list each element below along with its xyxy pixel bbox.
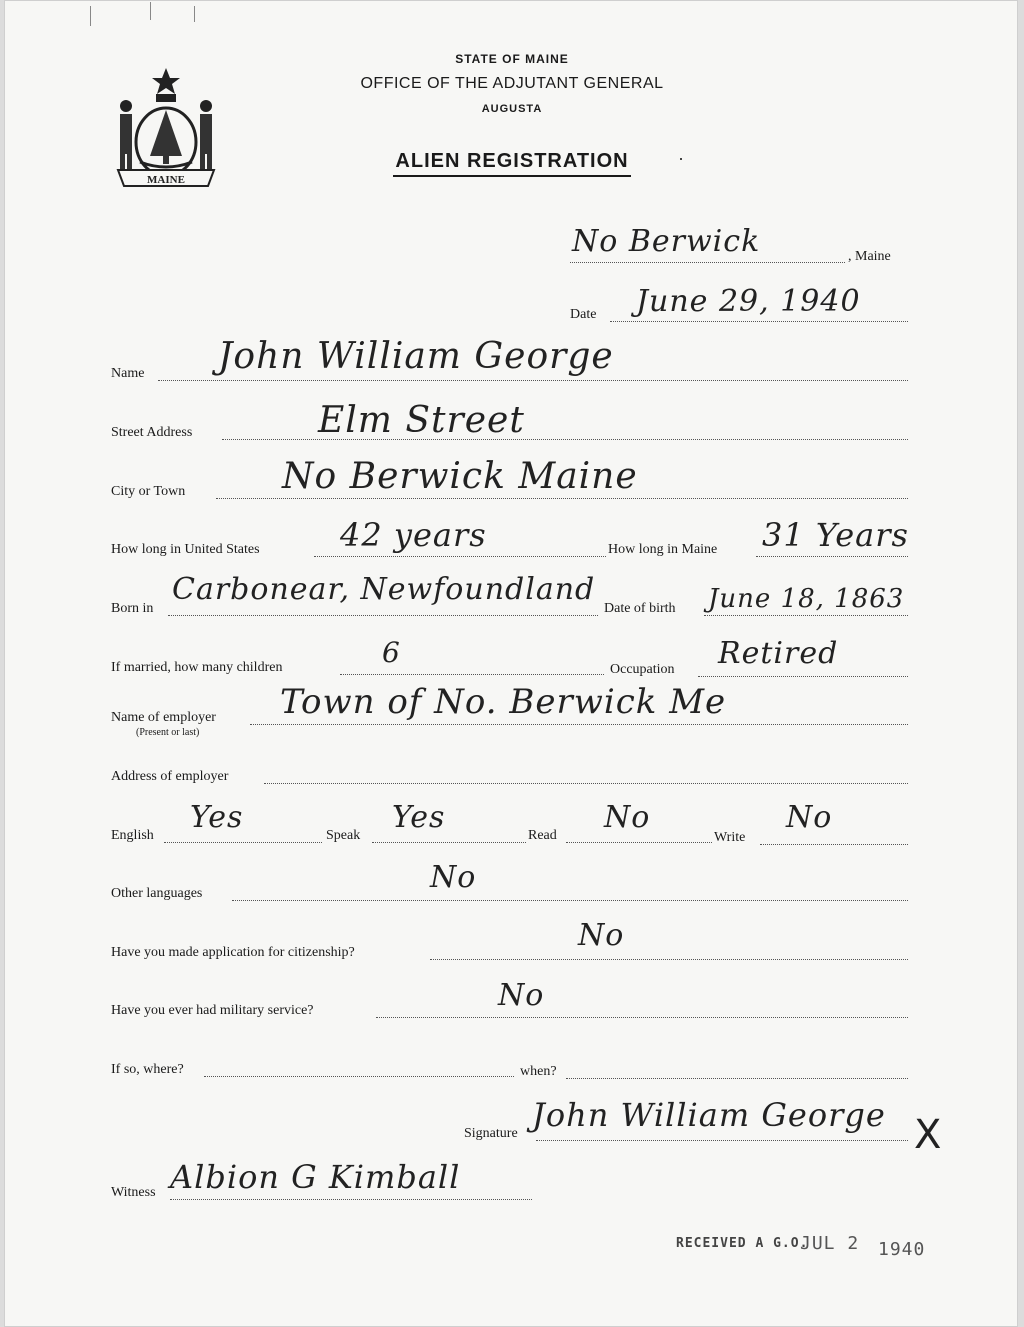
read-value: No bbox=[604, 800, 651, 835]
signature-line bbox=[536, 1140, 908, 1141]
other-languages-line bbox=[232, 900, 908, 901]
other-languages-value: No bbox=[430, 860, 477, 895]
date-label: Date bbox=[570, 307, 597, 322]
occupation-value: Retired bbox=[718, 636, 839, 671]
ink-speck bbox=[680, 158, 682, 160]
children-label: If married, how many children bbox=[111, 660, 283, 675]
english-value: Yes bbox=[190, 800, 244, 835]
speak-value: Yes bbox=[392, 800, 446, 835]
date-value: June 29, 1940 bbox=[636, 284, 861, 319]
paper-edge-mark bbox=[90, 6, 91, 26]
received-stamp-date: JUL 2 bbox=[800, 1233, 860, 1254]
employer-address-line bbox=[264, 783, 908, 784]
citizenship-value: No bbox=[578, 918, 625, 953]
read-line bbox=[566, 842, 712, 843]
street-label: Street Address bbox=[111, 425, 193, 440]
date-line bbox=[610, 321, 908, 322]
us-duration-value: 42 years bbox=[340, 516, 487, 554]
other-languages-label: Other languages bbox=[111, 886, 203, 901]
name-line bbox=[158, 380, 908, 381]
employer-address-label: Address of employer bbox=[111, 769, 229, 784]
speak-label: Speak bbox=[326, 828, 361, 843]
place-suffix: , Maine bbox=[848, 249, 891, 264]
city-line bbox=[216, 498, 908, 499]
military-value: No bbox=[498, 978, 545, 1013]
maine-duration-label: How long in Maine bbox=[608, 542, 718, 557]
witness-label: Witness bbox=[111, 1185, 156, 1200]
where-label: If so, where? bbox=[111, 1062, 184, 1077]
occupation-label: Occupation bbox=[610, 662, 675, 677]
english-line bbox=[164, 842, 322, 843]
name-label: Name bbox=[111, 366, 145, 381]
paper-edge-mark bbox=[194, 6, 195, 22]
witness-value: Albion G Kimball bbox=[170, 1158, 461, 1196]
form-title: ALIEN REGISTRATION bbox=[0, 150, 1024, 173]
citizenship-label: Have you made application for citizenship? bbox=[111, 945, 355, 960]
children-line bbox=[340, 674, 604, 675]
place-line bbox=[570, 262, 845, 263]
where-line bbox=[204, 1076, 514, 1077]
when-label: when? bbox=[520, 1064, 557, 1079]
dob-line bbox=[704, 615, 908, 616]
dob-label: Date of birth bbox=[604, 601, 676, 616]
children-value: 6 bbox=[382, 636, 401, 669]
read-label: Read bbox=[528, 828, 557, 843]
military-line bbox=[376, 1017, 908, 1018]
born-in-label: Born in bbox=[111, 601, 154, 616]
received-stamp-label: RECEIVED A G.O. bbox=[676, 1236, 809, 1251]
paper-edge-mark bbox=[150, 2, 151, 20]
header-office: OFFICE OF THE ADJUTANT GENERAL bbox=[360, 75, 664, 92]
header-city: AUGUSTA bbox=[481, 103, 543, 115]
speak-line bbox=[372, 842, 526, 843]
signature-mark: X bbox=[914, 1112, 943, 1158]
maine-duration-value: 31 Years bbox=[762, 516, 909, 554]
us-duration-label: How long in United States bbox=[111, 542, 260, 557]
citizenship-line bbox=[430, 959, 908, 960]
signature-label: Signature bbox=[464, 1126, 518, 1141]
born-in-line bbox=[168, 615, 598, 616]
when-line bbox=[566, 1078, 908, 1079]
dob-value: June 18, 1863 bbox=[708, 584, 905, 614]
us-duration-line bbox=[314, 556, 606, 557]
occupation-line bbox=[698, 676, 908, 677]
name-value: John William George bbox=[218, 336, 614, 377]
write-line bbox=[760, 844, 908, 845]
military-label: Have you ever had military service? bbox=[111, 1003, 314, 1018]
header-state: STATE OF MAINE bbox=[455, 52, 569, 66]
received-stamp-year: 1940 bbox=[878, 1239, 926, 1260]
place-value: No Berwick bbox=[572, 224, 761, 259]
witness-line bbox=[170, 1199, 532, 1200]
city-value: No Berwick Maine bbox=[282, 456, 638, 497]
employer-value: Town of No. Berwick Me bbox=[280, 682, 727, 722]
street-value: Elm Street bbox=[318, 400, 525, 441]
city-label: City or Town bbox=[111, 484, 186, 499]
born-in-value: Carbonear, Newfoundland bbox=[172, 572, 596, 607]
employer-sublabel: (Present or last) bbox=[136, 727, 200, 738]
maine-duration-line bbox=[756, 556, 908, 557]
employer-line bbox=[250, 724, 908, 725]
english-label: English bbox=[111, 828, 154, 843]
seal-banner-text: MAINE bbox=[147, 174, 185, 186]
employer-label: Name of employer bbox=[111, 710, 216, 725]
write-label: Write bbox=[714, 830, 746, 845]
write-value: No bbox=[786, 800, 833, 835]
signature-value: John William George bbox=[532, 1096, 886, 1134]
